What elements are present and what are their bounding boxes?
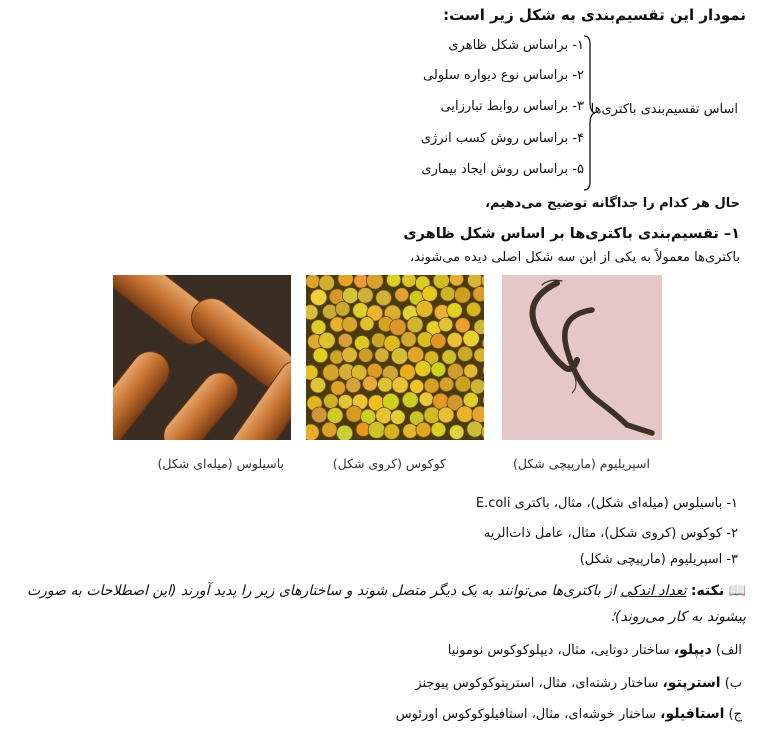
brace-label: اساس تقسیم‌بندی باکتری‌ها [590, 102, 738, 117]
list-item: ۱- باسیلوس (میله‌ای شکل)، مثال، باکتری E.coli [475, 496, 738, 511]
book-icon: 📖 [728, 583, 746, 599]
list-item: ۵- براساس روش ایجاد بیماری [421, 162, 584, 177]
intro-text: حال هر کدام را جداگانه توضیح می‌دهیم، [485, 196, 740, 211]
bacillus-image [113, 275, 291, 440]
section-heading: ۱– تقسیم‌بندی باکتری‌ها بر اساس شکل ظاهری [403, 226, 740, 242]
list-item: ۳- براساس روابط تبارزایی [440, 99, 584, 114]
list-item: ب) استرپتو، ساختار رشته‌ای، مثال، استرپتوکوکوس پیوجنز [415, 675, 742, 691]
section-sentence: باکتری‌ها معمولاً به یکی از این سه شکل اصلی دیده می‌شوند، [410, 250, 740, 265]
note-text: از باکتری‌ها می‌توانند به یک دیگر متصل شوند و ساختارهای زیر را پدید آورند (این اصطلاحات به صورت پیشوند به کار می‌روند)؛ [26, 583, 746, 625]
list-item: ۱- براساس شکل ظاهری [448, 38, 584, 53]
list-item: ۴- براساس روش کسب انرژی [420, 131, 584, 146]
list-item: ۲- کوکوس (کروی شکل)، مثال، عامل ذات‌الریه [483, 526, 738, 541]
list-item: الف) دیپلو، ساختار دوتایی، مثال، دیپلوکوکوس نومونیا [447, 642, 742, 658]
spirillum-image [502, 275, 662, 440]
note-label: نکته: [690, 583, 725, 599]
list-item: ۳- اسپریلیوم (مارپیچی شکل) [579, 552, 738, 567]
caption-bacillus: باسیلوس (میله‌ای شکل) [157, 456, 284, 471]
list-item: ج) استافیلو، ساختار خوشه‌ای، مثال، استافیلوکوکوس اورئوس [395, 706, 742, 722]
caption-coccus: کوکوس (کروی شکل) [332, 456, 446, 471]
note-paragraph [6, 578, 746, 630]
caption-spirillum: اسپریلیوم (مارپیچی شکل) [512, 456, 650, 471]
page-title: نمودار این تقسیم‌بندی به شکل زیر است: [443, 6, 746, 24]
coccus-image [306, 275, 484, 440]
note-underlined: تعداد اندکی [620, 583, 687, 599]
list-item: ۲- براساس نوع دیواره سلولی [423, 68, 584, 83]
